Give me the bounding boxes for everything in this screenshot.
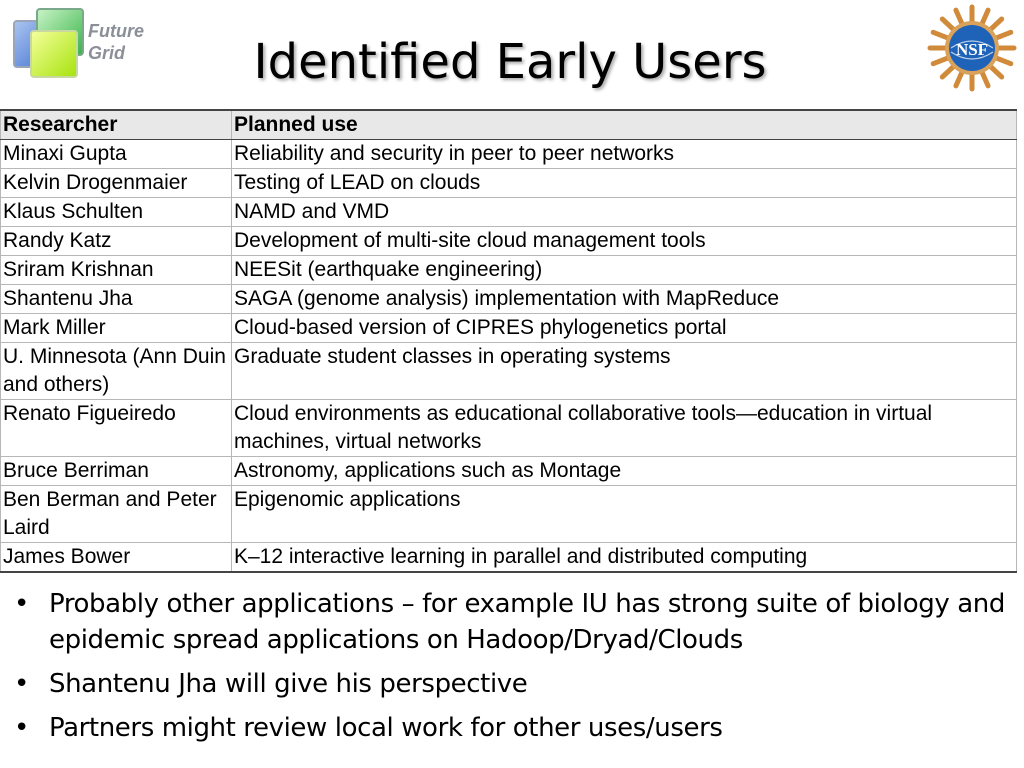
bullet-item — [0, 710, 1010, 746]
researcher-cell: Randy Katz — [1, 227, 232, 256]
planned-use-cell: NEESit (earthquake engineering) — [232, 256, 1017, 285]
table-row — [1, 285, 1017, 314]
bullet-text: Shantenu Jha will give his perspective — [49, 669, 528, 699]
table-row — [1, 400, 1017, 457]
nsf-ray — [942, 66, 953, 77]
logo-text-line2: Grid — [88, 43, 126, 63]
planned-use-cell: NAMD and VMD — [232, 198, 1017, 227]
bullet-item — [0, 586, 1010, 658]
page-title-text: Identified Early Users — [253, 34, 767, 90]
bullet-icon: • — [14, 713, 29, 743]
table-row — [1, 227, 1017, 256]
researcher-cell: Shantenu Jha — [1, 285, 232, 314]
nsf-ray — [982, 10, 988, 24]
table-row — [1, 486, 1017, 543]
bullet-text: Partners might review local work for other uses/users — [49, 713, 723, 743]
header-planned-use: Planned use — [232, 110, 1017, 140]
planned-use-cell: Testing of LEAD on clouds — [232, 169, 1017, 198]
nsf-logo — [926, 4, 1018, 92]
nsf-ray — [942, 19, 953, 30]
nsf-ray — [982, 72, 988, 86]
planned-use-cell: Cloud-based version of CIPRES phylogenetics portal — [232, 314, 1017, 343]
researcher-cell: Mark Miller — [1, 314, 232, 343]
nsf-ray — [990, 19, 1001, 30]
bullet-icon: • — [14, 669, 29, 699]
researcher-cell: Bruce Berriman — [1, 457, 232, 486]
table-row — [1, 457, 1017, 486]
researcher-cell: Ben Berman and Peter Laird — [1, 486, 232, 543]
nsf-ray — [996, 58, 1011, 64]
early-users-table — [0, 109, 1017, 573]
researcher-cell: Renato Figueiredo — [1, 400, 232, 457]
planned-use-cell: Astronomy, applications such as Montage — [232, 457, 1017, 486]
table-header-row — [1, 110, 1017, 140]
bullet-icon: • — [14, 589, 29, 619]
page-title — [0, 30, 1024, 94]
researcher-cell: U. Minnesota (Ann Duin and others) — [1, 343, 232, 400]
header-researcher: Researcher — [1, 110, 232, 140]
bullet-text: Probably other applications – for example IU has strong suite of biology and epidemic spread applications on Hadoop/Dryad/Clouds — [49, 589, 1005, 655]
table-row — [1, 140, 1017, 169]
table-row — [1, 343, 1017, 400]
planned-use-cell: Cloud environments as educational collaborative tools—education in virtual machines, virtual networks — [232, 400, 1017, 457]
planned-use-cell: Development of multi-site cloud management tools — [232, 227, 1017, 256]
planned-use-cell: K–12 interactive learning in parallel and distributed computing — [232, 543, 1017, 573]
notes-bullet-list — [0, 586, 1010, 754]
table-row — [1, 198, 1017, 227]
bullet-item — [0, 666, 1010, 702]
nsf-ray — [933, 58, 948, 64]
table-row — [1, 543, 1017, 573]
planned-use-cell: Epigenomic applications — [232, 486, 1017, 543]
researcher-cell: James Bower — [1, 543, 232, 573]
nsf-label: NSF — [955, 40, 989, 59]
planned-use-cell: Reliability and security in peer to peer networks — [232, 140, 1017, 169]
researcher-cell: Kelvin Drogenmaier — [1, 169, 232, 198]
logo-text-line1: Future — [88, 21, 144, 41]
planned-use-cell: Graduate student classes in operating systems — [232, 343, 1017, 400]
nsf-ray — [956, 10, 962, 24]
nsf-ray — [990, 66, 1001, 77]
table-row — [1, 314, 1017, 343]
table-row — [1, 169, 1017, 198]
table-row — [1, 256, 1017, 285]
planned-use-cell: SAGA (genome analysis) implementation with MapReduce — [232, 285, 1017, 314]
researcher-cell: Minaxi Gupta — [1, 140, 232, 169]
nsf-ray — [996, 32, 1011, 38]
researcher-cell: Sriram Krishnan — [1, 256, 232, 285]
researcher-cell: Klaus Schulten — [1, 198, 232, 227]
nsf-ray — [933, 32, 948, 38]
nsf-ray — [956, 72, 962, 86]
